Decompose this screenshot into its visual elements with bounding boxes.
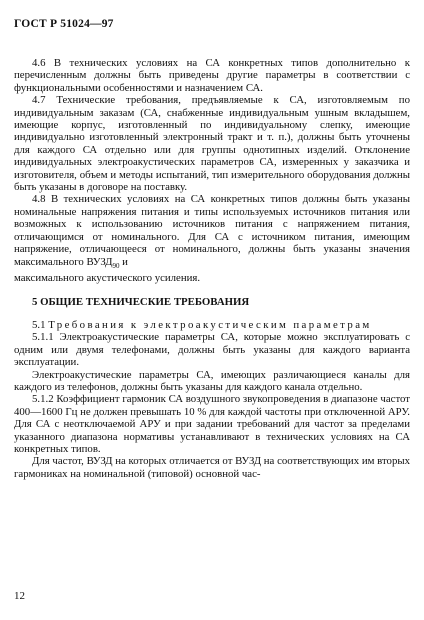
- paragraph-4-8-text: 4.8 В технических условиях на СА конкретных типов должны быть указаны номинальные напряжения питания и типы используемых источников питания или возможных к использованию источников питания с напряжением питания, отличающимся от номинального. Для СА с источником питания, имеющим напряжение, отличающееся от номинального, должны быть указаны значения максимального ВУЗД: [14, 193, 410, 268]
- paragraph-4-7: 4.7 Технические требования, предъявляемые к СА, изготовляемым по индивидуальным заказам (СА, снабженные индивидуальным ушным вкладышем, имеющие корпус, изготовленный по индивидуальному слепку, имеющие индивидуально изготовленный электронный тракт и т. п.), должны быть уточнены для каждого СА отдельно или для группы однотипных изделий. Отклонение индивидуальных электроакустических параметров СА, измеренных у заказчика и изготовителя, объем и методы испытаний, тип измерительного оборудования должны быть указаны в договоре на поставку.: [14, 94, 410, 194]
- page-number: 12: [14, 590, 25, 602]
- paragraph-5-1-2: 5.1.2 Коэффициент гармоник СА воздушного звукопроведения в диапазоне частот 400—1600 Гц не должен превышать 10 % для каждой частоты при отключенной АРУ. Для СА с неотключаемой АРУ и при задании требований для частот за пределами указанного диапазона нормативы устанавливают в технических условиях на СА конкретных типов.: [14, 393, 410, 455]
- subsection-title: Требования к электроакустическим параметрам: [48, 318, 372, 331]
- paragraph-4-8-continued: максимального акустического усиления.: [14, 272, 201, 285]
- paragraph-5-1-2-b: Для частот, ВУЗД на которых отличается от ВУЗД на соответствующих им вторых гармониках на номинальной (типовой) основной час-: [14, 455, 410, 480]
- paragraph-5-1-1-b: Электроакустические параметры СА, имеющих различающиеся каналы для каждого из телефонов, должны быть указаны для каждого канала отдельно.: [14, 368, 410, 393]
- subsection-number: 5.1: [32, 318, 46, 331]
- paragraph-4-8: [14, 193, 410, 272]
- vuzd-subscript: 90: [112, 261, 120, 270]
- vuzd-after: и: [119, 255, 128, 268]
- document-body: [14, 57, 410, 480]
- paragraph-4-6: 4.6 В технических условиях на СА конкретных типов дополнительно к перечисленным должны быть приведены другие параметры в соответствии с функциональными особенностями и назначением СА.: [14, 57, 410, 94]
- section-heading: 5 ОБЩИЕ ТЕХНИЧЕСКИЕ ТРЕБОВАНИЯ: [32, 296, 250, 309]
- paragraph-5-1-1: 5.1.1 Электроакустические параметры СА, которые можно эксплуатировать с одним или двумя телефонами, должны быть указаны для каждого варианта эксплуатации.: [14, 331, 410, 369]
- subsection-heading: [14, 319, 410, 331]
- document-header-title: ГОСТ Р 51024—97: [14, 18, 114, 30]
